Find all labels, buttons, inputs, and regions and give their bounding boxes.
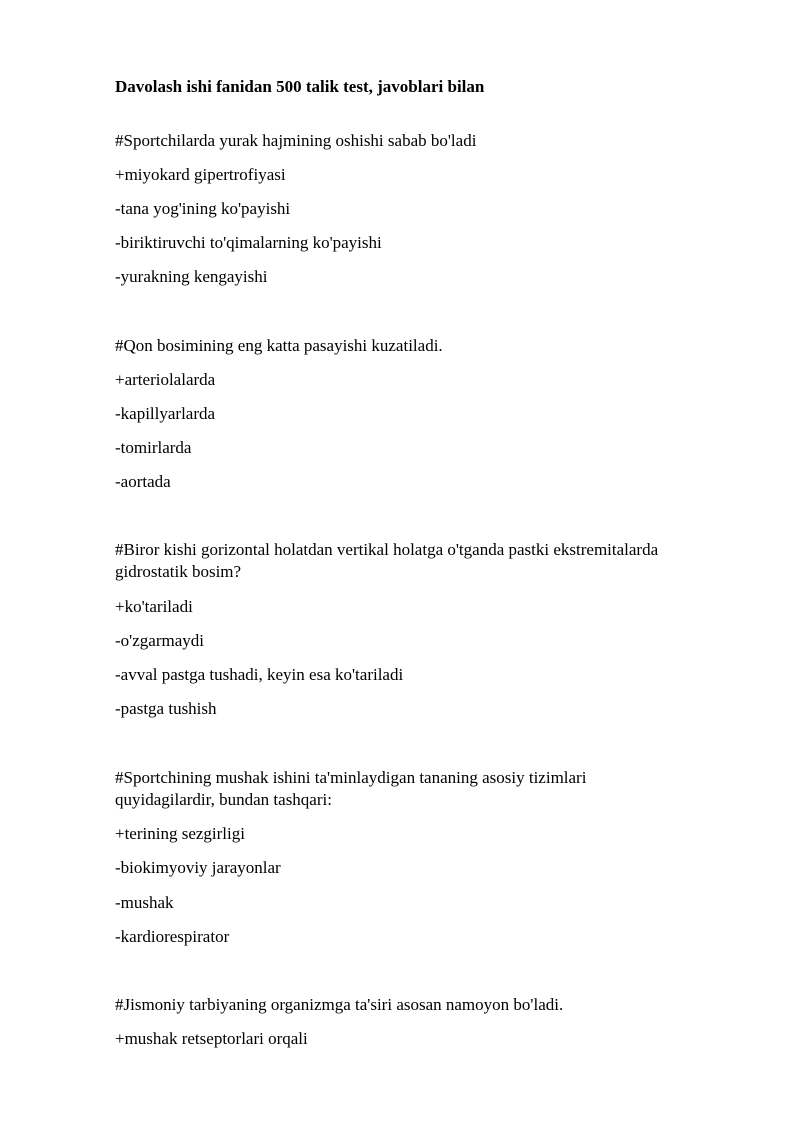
question-3-text-line-2: gidrostatik bosim? (115, 562, 242, 581)
answer-5-1: +mushak retseptorlari orqali (115, 1029, 308, 1048)
answer-2-1: +arteriolalarda (115, 370, 216, 389)
answer-3-2: -o'zgarmaydi (115, 631, 204, 650)
answer-4-3: -mushak (115, 893, 174, 912)
answer-1-1: +miyokard gipertrofiyasi (115, 165, 286, 184)
answer-2-4: -aortada (115, 472, 171, 491)
document-title: Davolash ishi fanidan 500 talik test, javoblari bilan (115, 77, 485, 96)
answer-3-3: -avval pastga tushadi, keyin esa ko'tariladi (115, 665, 404, 684)
answer-1-3: -biriktiruvchi to'qimalarning ko'payishi (115, 233, 382, 252)
answer-2-2: -kapillyarlarda (115, 404, 216, 423)
question-2-text: #Qon bosimining eng katta pasayishi kuzatiladi. (115, 336, 443, 355)
question-1-text: #Sportchilarda yurak hajmining oshishi sabab bo'ladi (115, 131, 477, 150)
answer-1-4: -yurakning kengayishi (115, 267, 268, 286)
question-4-text-line-2: quyidagilardir, bundan tashqari: (115, 790, 332, 809)
answer-1-2: -tana yog'ining ko'payishi (115, 199, 291, 218)
answer-4-2: -biokimyoviy jarayonlar (115, 858, 281, 877)
answer-3-1: +ko'tariladi (115, 597, 193, 616)
answer-3-4: -pastga tushish (115, 699, 217, 718)
answer-2-3: -tomirlarda (115, 438, 192, 457)
question-3-text-line-1: #Biror kishi gorizontal holatdan vertikal holatga o'tganda pastki ekstremitalarda (115, 540, 659, 559)
question-4-text-line-1: #Sportchining mushak ishini ta'minlaydigan tananing asosiy tizimlari (115, 768, 587, 787)
answer-4-4: -kardiorespirator (115, 927, 230, 946)
answer-4-1: +terining sezgirligi (115, 824, 245, 843)
question-5-text: #Jismoniy tarbiyaning organizmga ta'siri asosan namoyon bo'ladi. (115, 995, 564, 1014)
